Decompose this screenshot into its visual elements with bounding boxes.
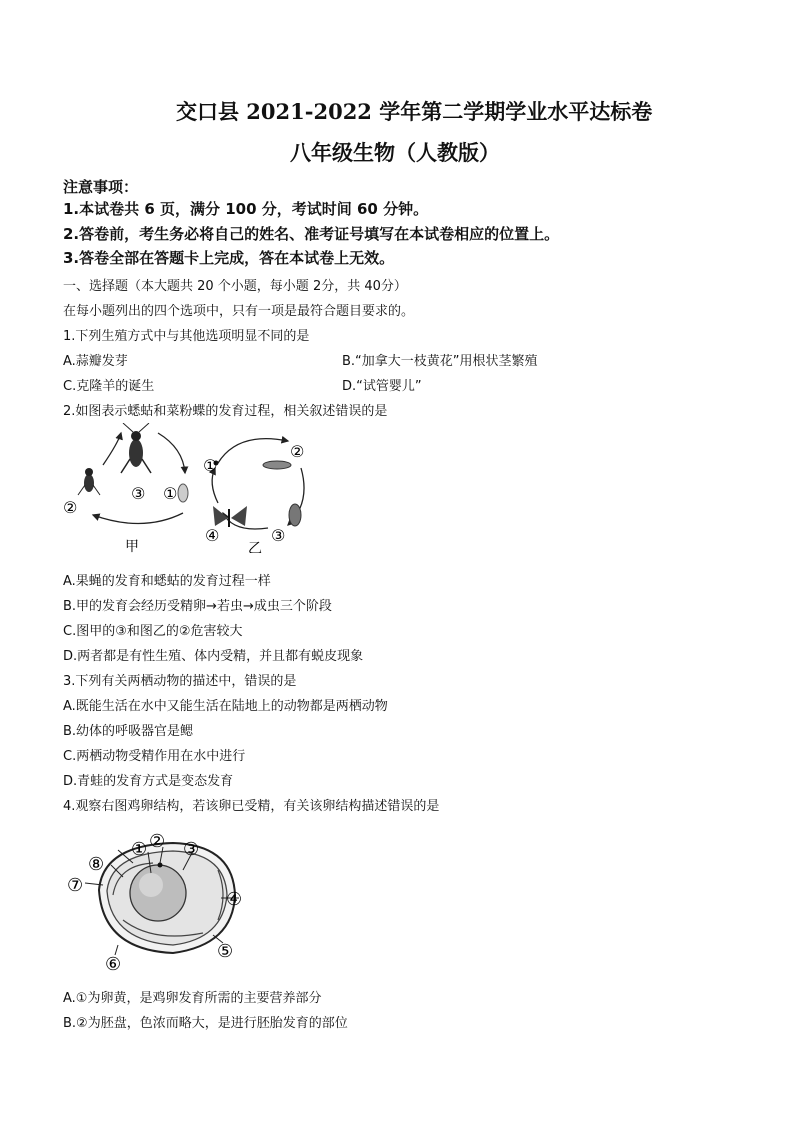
svg-text:③: ③ — [271, 526, 286, 545]
svg-text:④: ④ — [226, 889, 243, 910]
question-stem: 3.下列有关两栖动物的描述中，错误的是 — [63, 674, 297, 689]
svg-text:③: ③ — [183, 839, 200, 860]
cricket-adult-icon — [121, 423, 151, 473]
option-b: B.“加拿大一枝黄花”用根状茎繁殖 — [342, 354, 538, 369]
option-b: B.甲的发育会经历受精卵→若虫→成虫三个阶段 — [63, 599, 332, 614]
exam-subtitle: 八年级生物（人教版） — [290, 140, 500, 165]
svg-text:②: ② — [149, 831, 166, 852]
svg-text:①: ① — [163, 484, 178, 503]
option-a: A.既能生活在水中又能生活在陆地上的动物都是两栖动物 — [63, 699, 388, 714]
option-d: D.两者都是有性生殖、体内受精，并且都有蜕皮现象 — [63, 649, 364, 664]
option-a: A.①为卵黄，是鸡卵发育所需的主要营养部分 — [63, 991, 322, 1006]
option-a: A.果蝇的发育和蟋蛄的发育过程一样 — [63, 574, 271, 589]
egg-icon — [178, 484, 188, 502]
svg-text:④: ④ — [205, 526, 220, 545]
cricket-nymph-icon — [78, 468, 100, 495]
notice-item: 1.本试卷共 6 页，满分 100 分，考试时间 60 分钟。 — [63, 200, 429, 218]
question-stem: 2.如图表示蟋蛄和菜粉蝶的发育过程，相关叙述错误的是 — [63, 404, 388, 419]
option-d: D.青蛙的发育方式是变态发育 — [63, 774, 234, 789]
figure-label-right: 乙 — [248, 541, 262, 553]
svg-text:②: ② — [63, 498, 78, 517]
egg-structure-figure — [63, 825, 263, 975]
option-a: A.蒜瓣发芽 — [63, 354, 128, 369]
option-c: C.克隆羊的诞生 — [63, 379, 155, 394]
notice-item: 3.答卷全部在答题卡上完成，答在本试卷上无效。 — [63, 249, 395, 267]
svg-text:⑦: ⑦ — [67, 875, 84, 896]
notice-item: 2.答卷前，考生务必将自己的姓名、准考证号填写在本试卷相应的位置上。 — [63, 225, 560, 243]
pupa-icon — [289, 504, 301, 526]
question-stem: 1.下列生殖方式中与其他选项明显不同的是 — [63, 329, 310, 344]
caterpillar-icon — [263, 461, 291, 469]
figure-label-left: 甲 — [125, 539, 139, 553]
question-stem: 4.观察右图鸡卵结构，若该卵已受精，有关该卵结构描述错误的是 — [63, 799, 440, 814]
section-title: 一、选择题（本大题共 20 个小题，每小题 2分，共 40分） — [63, 279, 407, 294]
svg-text:②: ② — [290, 442, 305, 461]
svg-text:⑧: ⑧ — [88, 854, 105, 875]
option-c: C.两栖动物受精作用在水中进行 — [63, 749, 246, 764]
section-instruction: 在每小题列出的四个选项中，只有一项是最符合题目要求的。 — [63, 304, 415, 319]
svg-text:①: ① — [203, 456, 218, 475]
svg-text:①: ① — [131, 839, 148, 860]
butterfly-icon — [213, 506, 247, 527]
exam-title: 交口县 2021-2022 学年第二学期学业水平达标卷 — [176, 99, 653, 124]
svg-text:⑤: ⑤ — [217, 941, 234, 962]
svg-text:③: ③ — [131, 484, 146, 503]
svg-text:⑥: ⑥ — [105, 954, 122, 975]
option-b: B.幼体的呼吸器官是鳃 — [63, 724, 194, 739]
option-c: C.图甲的③和图乙的②危害较大 — [63, 624, 243, 639]
notice-heading: 注意事项： — [63, 178, 139, 196]
option-b: B.②为胚盘，色浓而略大，是进行胚胎发育的部位 — [63, 1016, 348, 1031]
option-d: D.“试管婴儿” — [342, 379, 422, 394]
life-cycle-figure — [63, 423, 343, 553]
